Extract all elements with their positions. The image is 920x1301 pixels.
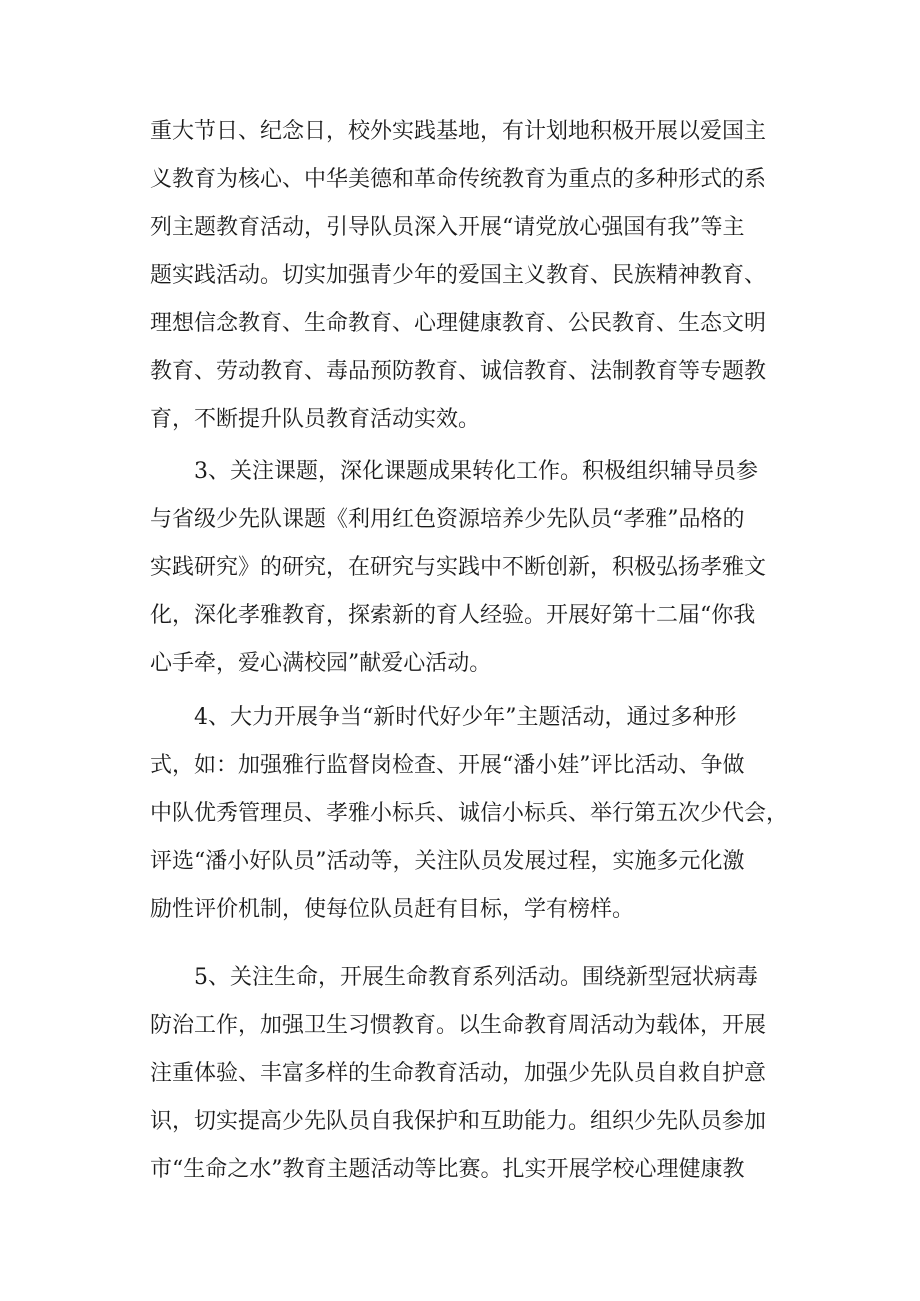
text-line: 中队优秀管理员、孝雅小标兵、诚信小标兵、举行第五次少代会， xyxy=(150,801,789,826)
text-line: 育，不断提升队员教育活动实效。 xyxy=(150,407,481,432)
text-line: 理想信念教育、生命教育、心理健康教育、公民教育、生态文明 xyxy=(150,311,767,336)
text-line: 义教育为核心、中华美德和革命传统教育为重点的多种形式的系 xyxy=(150,167,767,192)
text-line: 重大节日、纪念日，校外实践基地，有计划地积极开展以爱国主 xyxy=(150,119,767,144)
text-line: 励性评价机制，使每位队员赶有目标，学有榜样。 xyxy=(150,897,635,922)
text-line: 实践研究》的研究，在研究与实践中不断创新，积极弘扬孝雅文 xyxy=(150,555,767,580)
text-line: 题实践活动。切实加强青少年的爱国主义教育、民族精神教育、 xyxy=(150,263,767,288)
text-line: 列主题教育活动，引导队员深入开展“请党放心强国有我”等主 xyxy=(150,215,745,240)
text-line: 教育、劳动教育、毒品预防教育、诚信教育、法制教育等专题教 xyxy=(150,359,767,384)
text-line: 防治工作，加强卫生习惯教育。以生命教育周活动为载体，开展 xyxy=(150,1013,767,1038)
text-line: 心手牵，爱心满校园”献爱心活动。 xyxy=(150,651,492,676)
text-line: 注重体验、丰富多样的生命教育活动，加强少先队员自救自护意 xyxy=(150,1061,767,1086)
text-line: 与省级少先队课题《利用红色资源培养少先队员“孝雅”品格的 xyxy=(150,507,745,532)
text-line: 化，深化孝雅教育，探索新的育人经验。开展好第十二届“你我 xyxy=(150,603,756,628)
text-line: 市“生命之水”教育主题活动等比赛。扎实开展学校心理健康教 xyxy=(150,1157,745,1182)
text-line: 式，如：加强雅行监督岗检查、开展“潘小娃”评比活动、争做 xyxy=(150,753,745,778)
text-line: 5、关注生命，开展生命教育系列活动。围绕新型冠状病毒 xyxy=(194,965,758,990)
text-line: 4、大力开展争当“新时代好少年”主题活动，通过多种形 xyxy=(194,705,737,730)
text-line: 评选“潘小好队员”活动等，关注队员发展过程，实施多元化激 xyxy=(150,849,745,874)
text-line: 识，切实提高少先队员自我保护和互助能力。组织少先队员参加 xyxy=(150,1109,767,1134)
text-line: 3、关注课题，深化课题成果转化工作。积极组织辅导员参 xyxy=(194,459,758,484)
